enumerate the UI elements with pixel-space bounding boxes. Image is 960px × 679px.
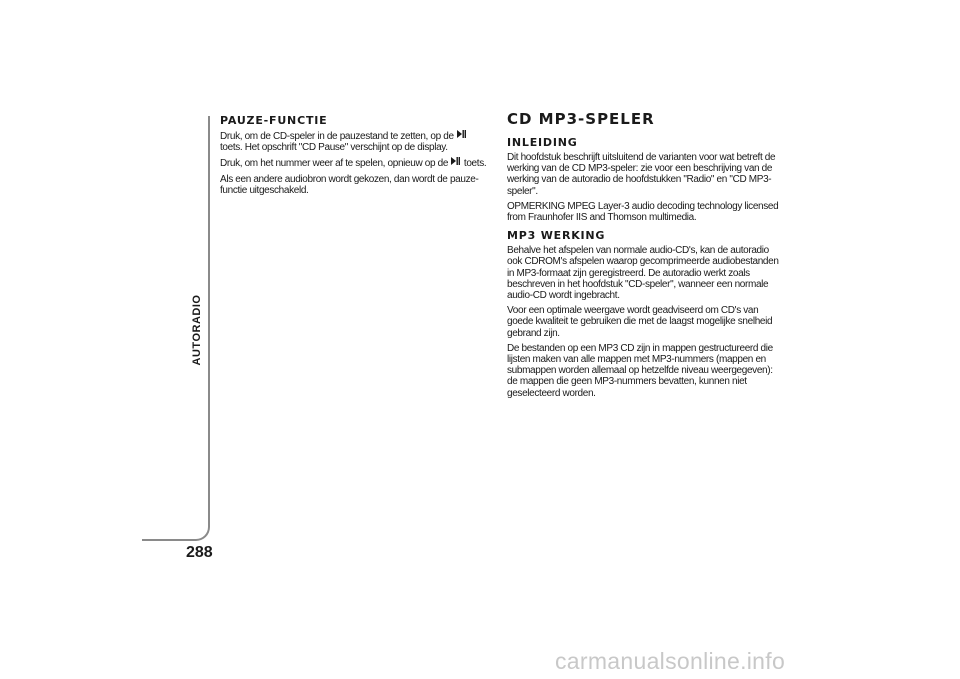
pause-paragraph-2: Druk, om het nummer weer af te spelen, opnieuw op de toets. xyxy=(220,158,487,170)
cd-mp3-title: CD MP3-SPELER xyxy=(507,110,655,128)
pause-button-icon xyxy=(451,157,460,167)
right-column xyxy=(507,110,779,403)
pause-paragraph-3: Als een andere audiobron wordt gekozen, dan wordt de pauze-functie uitgeschakeld. xyxy=(220,173,479,196)
intro-heading: INLEIDING xyxy=(507,136,578,149)
watermark: carmanualsonline.info xyxy=(555,648,786,674)
section-side-label: AUTORADIO xyxy=(191,294,203,366)
mp3-paragraph-2: Voor een optimale weergave wordt geadviseerd om CD's van goede kwaliteit te gebruiken die met de laagst mogelijke snelheid gebrand zijn. xyxy=(507,305,773,339)
pause-heading: PAUZE-FUNCTIE xyxy=(220,114,328,127)
pause-button-icon xyxy=(457,130,466,140)
mp3-heading: MP3 WERKING xyxy=(507,229,606,243)
left-column xyxy=(220,114,490,200)
intro-paragraph-1: Dit hoofdstuk beschrijft uitsluitend de varianten voor wat betreft de werking van de CD MP3-speler: zie voor een beschrijving van de werking van de autoradio de hoofdstukken "Radio" en "CD MP3-speler". xyxy=(507,152,776,197)
intro-paragraph-2: OPMERKING MPEG Layer-3 audio decoding technology licensed from Fraunhofer IIS and Thomson multimedia. xyxy=(507,200,779,224)
page-number: 288 xyxy=(186,544,213,561)
pause-paragraph-1: Druk, om de CD-speler in de pauzestand te zetten, op de toets. Het opschrift "CD Pause" verschijnt op de display. xyxy=(220,130,490,153)
mp3-paragraph-1: Behalve het afspelen van normale audio-CD's, kan de autoradio ook CDROM's afspelen waarop gecomprimeerde audiobestanden in MP3-formaat zijn geregistreerd. De autoradio werkt zoals beschreven in het hoofdstuk "CD-speler", wanneer een normale audio-CD wordt ingebracht. xyxy=(507,245,779,302)
mp3-paragraph-3: De bestanden op een MP3 CD zijn in mappen gestructureerd die lijsten maken van alle mappen met MP3-nummers (mappen en submappen worden allemaal op hetzelfde niveau weergegeven): de mappen die geen MP3-nummers bevatten, kunnen niet geselecteerd worden. xyxy=(507,342,773,399)
